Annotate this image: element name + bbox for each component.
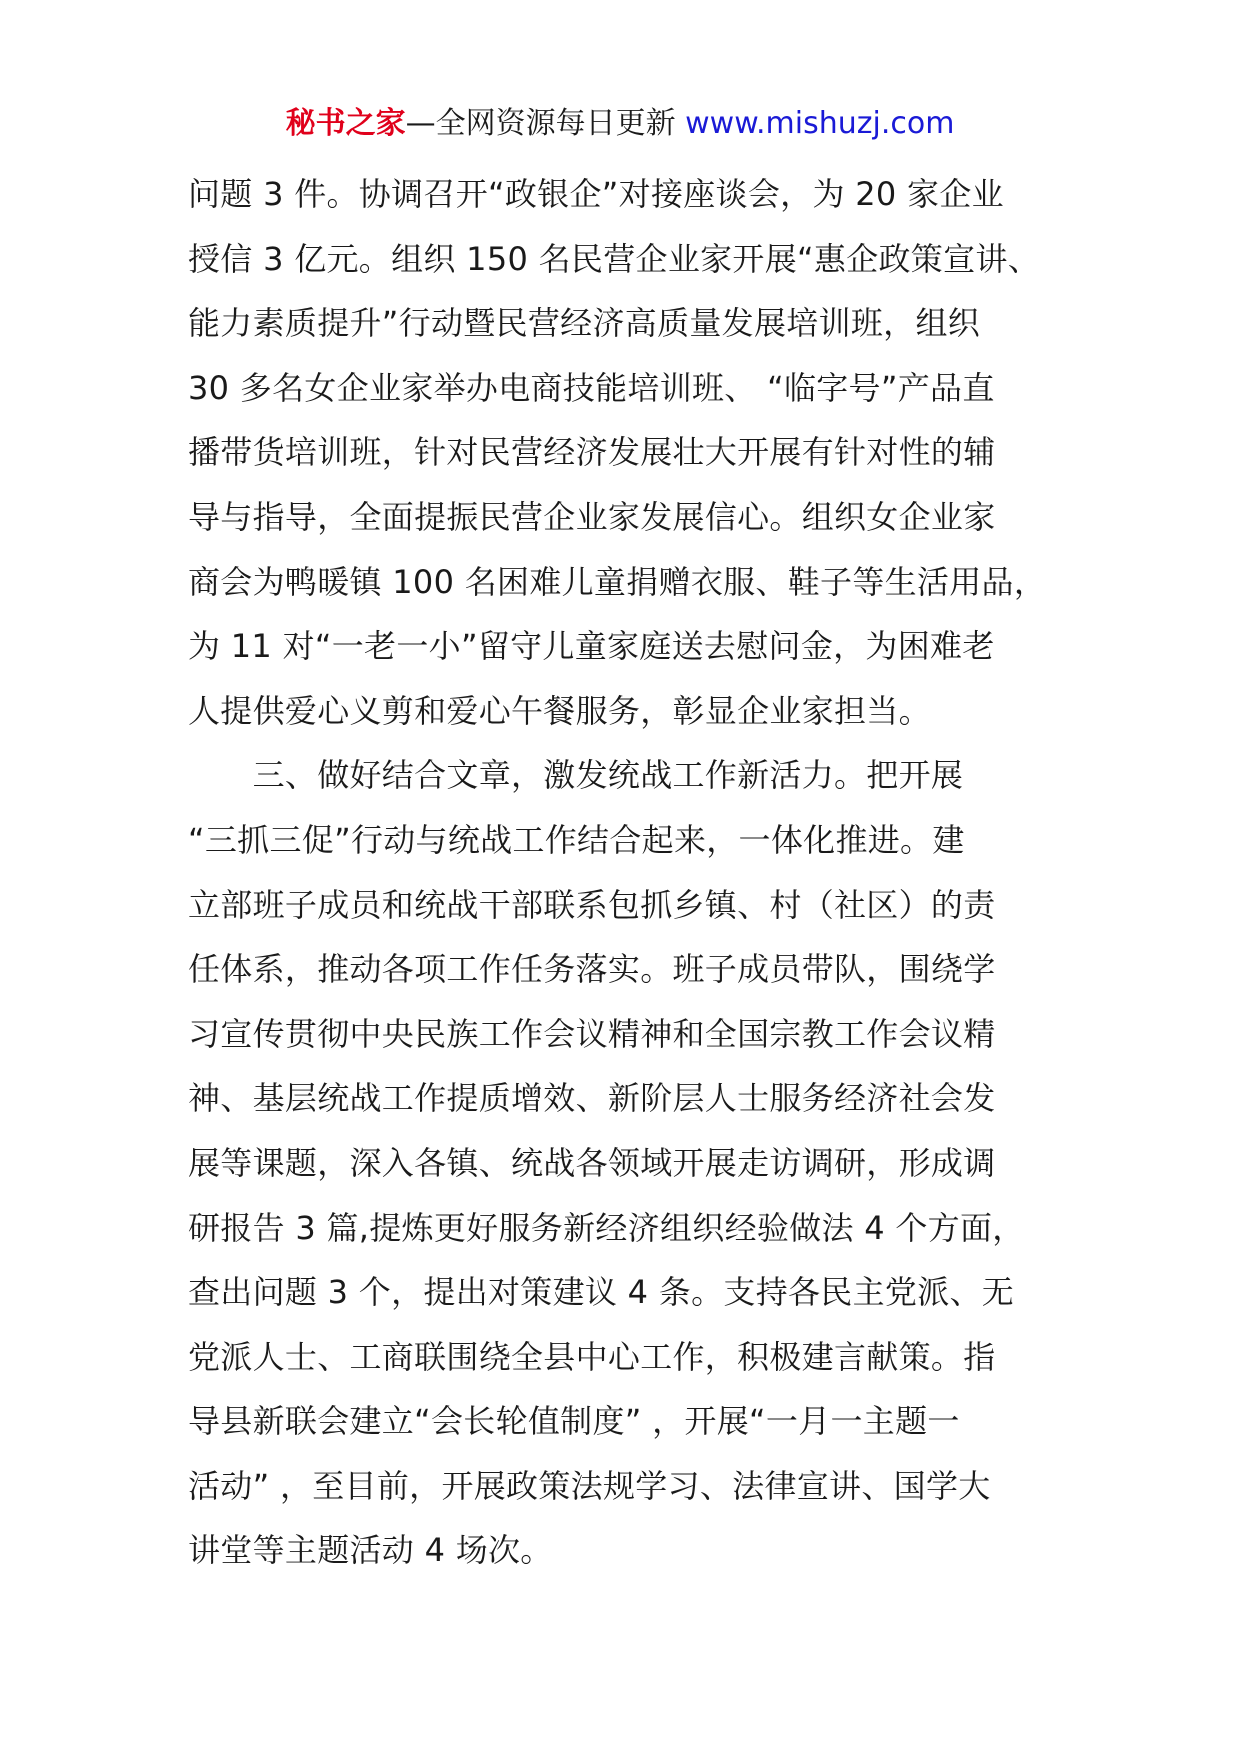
- text-line: 导与指导，全面提振民营企业家发展信心。组织女企业家: [188, 497, 996, 536]
- text-line: 播带货培训班，针对民营经济发展壮大开展有针对性的辅: [188, 433, 996, 472]
- text-line: 30 多名女企业家举办电商技能培训班、 “临字号”产品直: [188, 368, 995, 407]
- site-header: [0, 104, 1240, 144]
- text-line: 习宣传贯彻中央民族工作会议精神和全国宗教工作会议精: [188, 1014, 996, 1053]
- text-line: 立部班子成员和统战干部联系包抓乡镇、村（社区）的责: [188, 885, 996, 924]
- text-line: 查出问题 3 个，提出对策建议 4 条。支持各民主党派、无: [188, 1273, 1015, 1312]
- text-line: 导县新联会建立“会长轮值制度” ，开展“一月一主题一: [188, 1402, 960, 1441]
- text-line: 商会为鸭暖镇 100 名困难儿童捐赠衣服、鞋子等生活用品，: [188, 562, 1047, 601]
- text-line: 活动” ，至目前，开展政策法规学习、法律宣讲、国学大: [188, 1466, 991, 1505]
- section-heading-line: 三、做好结合文章，激发统战工作新活力。把开展: [188, 756, 964, 795]
- text-line: 研报告 3 篇,提炼更好服务新经济组织经验做法 4 个方面，: [188, 1208, 1025, 1247]
- document-body: [188, 162, 1088, 1583]
- brand-name: 秘书之家: [285, 106, 406, 141]
- text-line: 授信 3 亿元。组织 150 名民营企业家开展“惠企政策宣讲、: [188, 239, 1041, 278]
- text-line: 问题 3 件。协调召开“政银企”对接座谈会，为 20 家企业: [188, 175, 1004, 213]
- text-line: 党派人士、工商联围绕全县中心工作，积极建言献策。指: [188, 1337, 996, 1376]
- text-line: 讲堂等主题活动 4 场次。: [188, 1531, 553, 1570]
- header-tagline: —全网资源每日更新: [405, 106, 686, 141]
- text-line: 任体系，推动各项工作任务落实。班子成员带队，围绕学: [188, 950, 996, 989]
- text-line: 展等课题，深入各镇、统战各领域开展走访调研，形成调: [188, 1143, 996, 1182]
- text-line: 为 11 对“一老一小”留守儿童家庭送去慰问金，为困难老: [188, 627, 995, 666]
- text-line: 人提供爱心义剪和爱心午餐服务，彰显企业家担当。: [188, 691, 931, 730]
- site-url-link[interactable]: www.mishuzj.com: [685, 106, 955, 141]
- text-line: 能力素质提升”行动暨民营经济高质量发展培训班，组织: [188, 304, 981, 343]
- text-line: 神、基层统战工作提质增效、新阶层人士服务经济社会发: [188, 1079, 996, 1118]
- text-line: “三抓三促”行动与统战工作结合起来，一体化推进。建: [188, 820, 965, 859]
